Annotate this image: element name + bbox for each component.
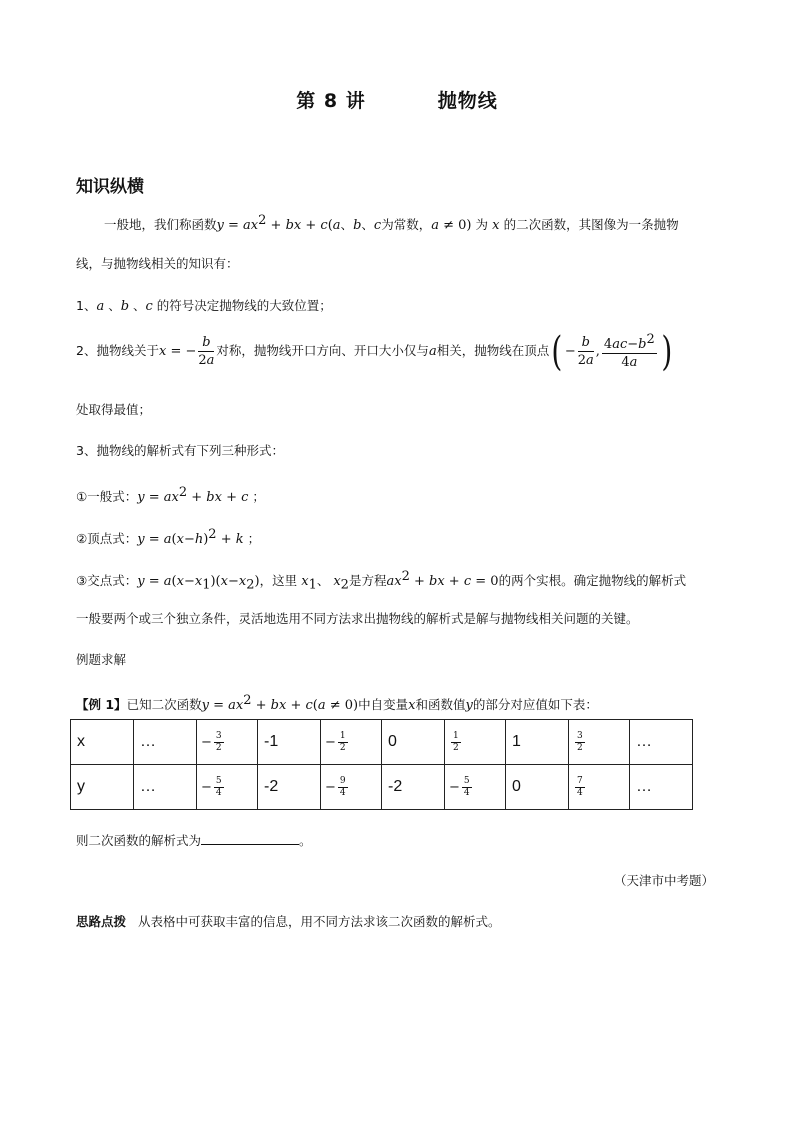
table-cell: 1 — [506, 720, 569, 765]
table-cell: 0 — [382, 720, 445, 765]
item-2: 2、抛物线关于x = − $\frac{b}{2a}$ 对称，抛物线开口方向、开口大小仅与a相关，抛物线在顶点( − $\frac{b}{2a}$ , $\frac{4ac-b^2}{4a}$ ) — [76, 328, 673, 375]
example-1: 【例 1】已知二次函数$y = ax^2$ + bx + c(a ≠ 0)中自变量x和函数值y的部分对应值如下表： — [76, 693, 598, 714]
table-cell: $\frac{7}{4}$ — [569, 765, 630, 810]
table-cell: y — [71, 765, 134, 810]
table-cell: -2 — [258, 765, 321, 810]
table-cell: − $\frac{5}{4}$ — [445, 765, 506, 810]
hint-label: 思路点拨 — [76, 914, 127, 929]
hint — [76, 913, 500, 931]
hint-text: 从表格中可获取丰富的信息，用不同方法求该二次函数的解析式。 — [137, 914, 501, 929]
table-cell: … — [630, 765, 693, 810]
table-cell: … — [630, 720, 693, 765]
table-row-x — [71, 720, 693, 765]
lecture-number: 第 8 讲 — [296, 90, 366, 112]
table-cell: − $\frac{9}{4}$ — [321, 765, 382, 810]
table-cell: -2 — [382, 765, 445, 810]
table-cell: … — [134, 765, 197, 810]
table-cell: − $\frac{5}{4}$ — [197, 765, 258, 810]
table-cell: … — [134, 720, 197, 765]
item-2-continued: 处取得最值； — [76, 402, 152, 417]
examples-heading: 例题求解 — [76, 652, 127, 667]
table-cell: $\frac{1}{2}$ — [445, 720, 506, 765]
question: 则二次函数的解析式为 。 — [76, 833, 312, 848]
table-row-y — [71, 765, 693, 810]
table-cell: 0 — [506, 765, 569, 810]
intro-line-2: 线，与抛物线相关的知识有： — [76, 256, 239, 271]
section-heading: 知识纵横 — [76, 177, 144, 197]
answer-blank[interactable] — [201, 832, 299, 845]
table-cell: − $\frac{1}{2}$ — [321, 720, 382, 765]
general-form: ①一般式：$y = ax^2$ + bx + c ； — [76, 485, 265, 506]
table-cell: -1 — [258, 720, 321, 765]
intercept-form-continued: 一般要两个或三个独立条件，灵活地选用不同方法求出抛物线的解析式是解与抛物线相关问题的关键。 — [76, 611, 639, 626]
source-note: （天津市中考题） — [613, 873, 714, 888]
value-table — [70, 719, 693, 810]
item-1: 1、a 、b 、c 的符号决定抛物线的大致位置； — [76, 298, 332, 314]
table-cell: x — [71, 720, 134, 765]
intro-line-1: 一般地，我们称函数$y = ax^2$ + bx + c(a、b、c为常数，a ≠ 0) 为 x 的二次函数，其图像为一条抛物 — [104, 213, 679, 234]
page-title — [0, 86, 794, 113]
item-3: 3、抛物线的解析式有下列三种形式： — [76, 443, 284, 458]
vertex-form: ②顶点式：$y = a(x-h)^2 + k$ ； — [76, 527, 261, 548]
lecture-topic: 抛物线 — [437, 90, 498, 112]
table-cell: $\frac{3}{2}$ — [569, 720, 630, 765]
table-cell: − $\frac{3}{2}$ — [197, 720, 258, 765]
intercept-form: ③交点式：$y = a(x-x_1)(x-x_2)$，这里 $x_1$、 $x_2$是方程$ax^2$ + bx + c = 0的两个实根。确定抛物线的解析式 — [76, 569, 687, 593]
